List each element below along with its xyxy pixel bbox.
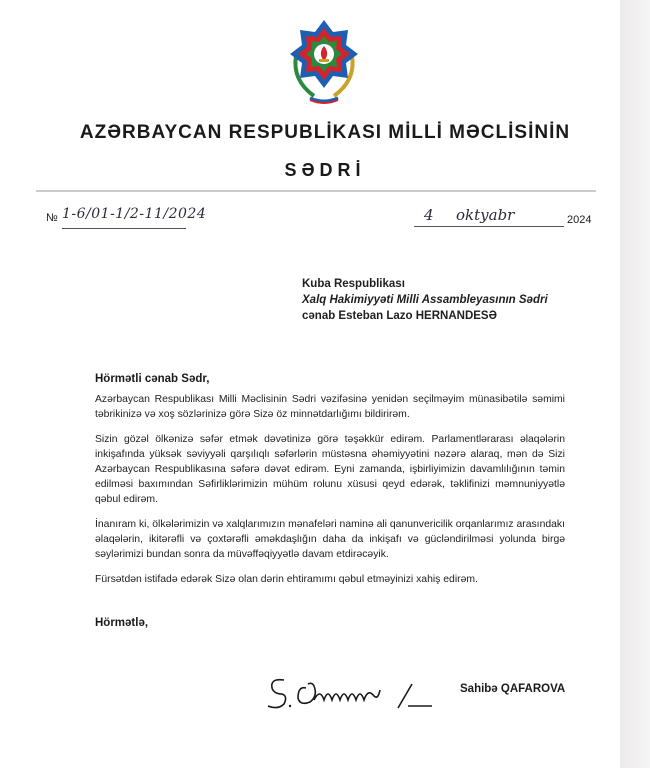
- signature-icon: [262, 666, 442, 716]
- header-title: AZƏRBAYCAN RESPUBLİKASI MİLLİ MƏCLİSİNİN: [79, 122, 571, 143]
- page-edge-shadow: [620, 0, 650, 768]
- recipient-country: Kuba Respublikası: [302, 278, 405, 290]
- recipient-block: [302, 276, 548, 324]
- date-day: 4: [424, 206, 434, 224]
- header-divider: [36, 190, 596, 192]
- state-emblem-icon: [284, 10, 364, 106]
- header-subtitle: SƏDRİ: [284, 160, 366, 180]
- recipient-position: Xalq Hakimiyyəti Milli Assambleyasının Sədri: [302, 294, 548, 306]
- paragraph: Sizin gözəl ölkənizə səfər etmək dəvətinizə görə təşəkkür edirəm. Parlamentlərarası əlaqələrin inkişafında yüksək səviyyəli qarşılıqlı səfərlərin müstəsna əhəmiyyətini nəzərə alaraq, mən də Sizi Azərbaycan Respublikasına səfərə dəvət edirəm. Eyni zamanda, işbirliyimizin davamlılığının təmin edilməsi baxımından Səfirliklərimizin mühüm rolunu xüsusi qeyd edərək, təklifinizi məmnuniyyətlə qəbul edirəm.: [95, 434, 565, 505]
- date-underline: [414, 226, 564, 227]
- reference-number-label: №: [46, 212, 58, 224]
- paragraph: Fürsətdən istifadə edərək Sizə olan dərin ehtiramımı qəbul etməyinizi xahiş edirəm.: [95, 574, 478, 585]
- salutation: Hörmətli cənab Sədr,: [95, 373, 210, 385]
- recipient-name: cənab Esteban Lazo HERNANDESƏ: [302, 310, 497, 322]
- closing: Hörmətlə,: [95, 617, 149, 629]
- reference-number: 1-6/01-1/2-11/2024: [62, 206, 207, 222]
- paragraph: İnanıram ki, ölkələrimizin və xalqlarımızın mənafeləri naminə ali qanunvericilik orqanlarımız arasındakı əlaqələrin, ikitərəfli və çoxtərəfli əməkdaşlığın daha da inkişafı və gücləndirilməsi yolunda birgə səylərimizi bundan sonra da müvəffəqiyyətlə davam etdirəcəyik.: [95, 519, 565, 560]
- date-year: 2024: [567, 214, 592, 226]
- letter-body: [95, 392, 565, 597]
- date-month: oktyabr: [456, 206, 515, 224]
- signer-name: Sahibə QAFAROVA: [460, 683, 566, 695]
- reference-number-underline: [62, 228, 186, 229]
- paragraph: Azərbaycan Respublikası Milli Məclisinin Sədri vəzifəsinə yenidən seçilməyim münasibətilə səmimi təbrikinizə və xoş sözlərinizə görə Sizə öz minnətdarlığımı bildirirəm.: [95, 394, 565, 420]
